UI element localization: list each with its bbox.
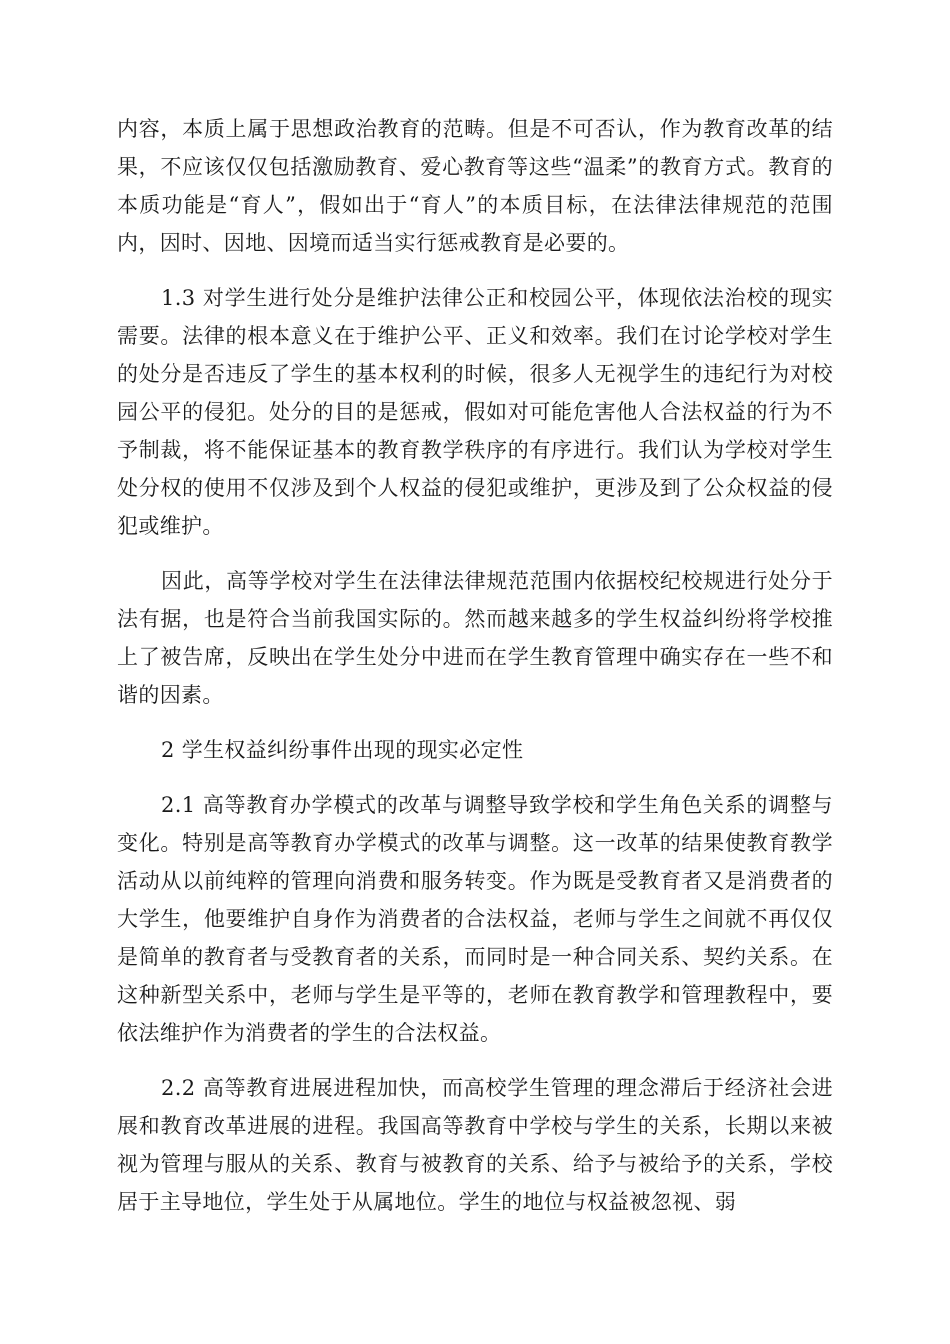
paragraph-continuation: 内容，本质上属于思想政治教育的范畴。但是不可否认，作为教育改革的结果，不应该仅仅包括激励教育、爱心教育等这些“温柔”的教育方式。教育的本质功能是“育人”，假如出于“育人”的本质目标，在法律法律规范的范围内，因时、因地、因境而适当实行惩戒教育是必要的。 <box>117 117 833 255</box>
document-body <box>117 110 833 1221</box>
paragraph-section-1-3: 1.3 对学生进行处分是维护法律公正和校园公平，体现依法治校的现实需要。法律的根本意义在于维护公平、正义和效率。我们在讨论学校对学生的处分是否违反了学生的基本权利的时候，很多人无视学生的违纪行为对校园公平的侵犯。处分的目的是惩戒，假如对可能危害他人合法权益的行为不予制裁，将不能保证基本的教育教学秩序的有序进行。我们认为学校对学生处分权的使用不仅涉及到个人权益的侵犯或维护，更涉及到了公众权益的侵犯或维护。 <box>117 286 833 538</box>
paragraph-conclusion: 因此，高等学校对学生在法律法律规范范围内依据校纪校规进行处分于法有据，也是符合当前我国实际的。然而越来越多的学生权益纠纷将学校推上了被告席，反映出在学生处分中进而在学生教育管理中确实存在一些不和谐的因素。 <box>117 569 833 707</box>
section-heading-2: 2 学生权益纠纷事件出现的现实必定性 <box>161 738 524 762</box>
paragraph-section-2-1: 2.1 高等教育办学模式的改革与调整导致学校和学生角色关系的调整与变化。特别是高等教育办学模式的改革与调整。这一改革的结果使教育教学活动从以前纯粹的管理向消费和服务转变。作为既是受教育者又是消费者的大学生，他要维护自身作为消费者的合法权益，老师与学生之间就不再仅仅是简单的教育者与受教育者的关系，而同时是一种合同关系、契约关系。在这种新型关系中，老师与学生是平等的，老师在教育教学和管理教程中，要依法维护作为消费者的学生的合法权益。 <box>117 793 833 1045</box>
paragraph-section-2-2: 2.2 高等教育进展进程加快，而高校学生管理的理念滞后于经济社会进展和教育改革进展的进程。我国高等教育中学校与学生的关系，长期以来被视为管理与服从的关系、教育与被教育的关系、给予与被给予的关系，学校居于主导地位，学生处于从属地位。学生的地位与权益被忽视、弱 <box>117 1076 833 1214</box>
